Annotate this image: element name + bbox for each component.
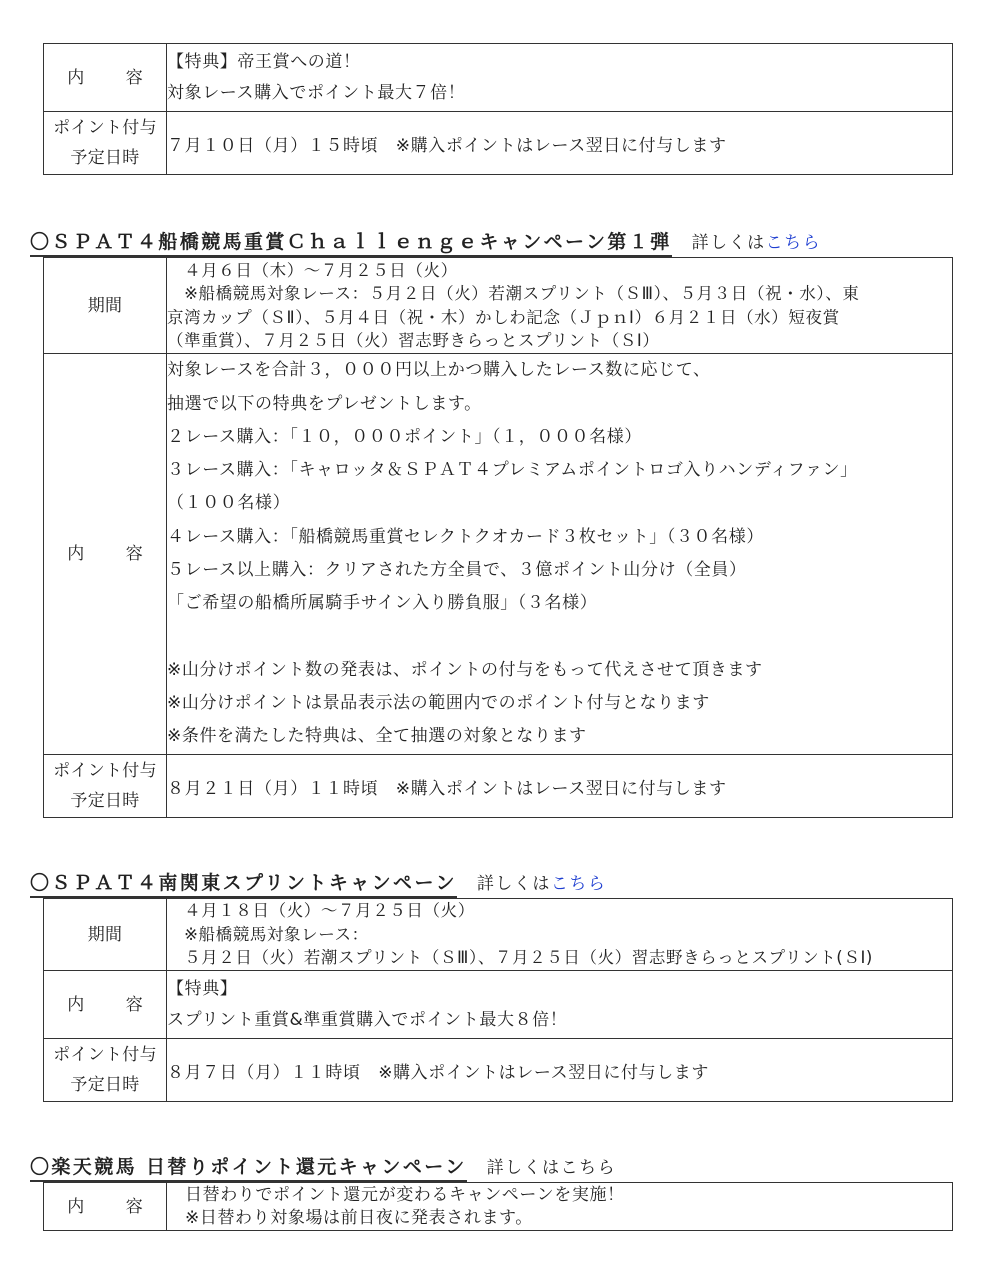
point-value: ８月２１日（月）１１時頃 ※購入ポイントはレース翌日に付与します <box>167 755 953 818</box>
content-line: ５レース以上購入：クリアされた方全員で、３億ポイント山分け（全員） <box>167 560 747 580</box>
funabashi-campaign-table <box>43 257 953 818</box>
content-line: 【特典】帝王賞への道！ <box>167 51 361 72</box>
section-heading-minamikanto <box>30 868 606 895</box>
content-line: 【特典】 <box>167 978 238 999</box>
content-label: 内 容 <box>44 44 167 112</box>
content-label: 内 容 <box>44 354 167 755</box>
content-line: ３レース購入：「キャロッタ＆ＳＰＡＴ４プレミアムポイントロゴ入りハンディファン」 <box>167 460 858 481</box>
content-line: 対象レース購入でポイント最大７倍！ <box>167 82 466 103</box>
period-line: ４月６日（木）～７月２５日（火） <box>167 260 458 280</box>
section-title: 〇ＳＰＡＴ４船橋競馬重賞Ｃｈａｌｌｅｎｇｅキャンペーン第１弾 <box>30 231 672 257</box>
content-line: ４レース購入：「船橋競馬重賞セレクトクオカード３枚セット」（３０名様） <box>167 526 764 547</box>
section-heading-rakuten <box>30 1152 616 1179</box>
content-line: ※日替わり対象場は前日夜に発表されます。 <box>185 1207 533 1228</box>
point-label: ポイント付与 予定日時 <box>44 112 167 175</box>
period-line: ※船橋競馬対象レース：５月２日（火）若潮スプリント（ＳⅢ）、５月３日（祝・水）、東 <box>167 284 860 303</box>
point-label: ポイント付与 予定日時 <box>44 755 167 818</box>
minamikanto-campaign-table <box>43 898 953 1102</box>
content-line: 日替わりでポイント還元が変わるキャンペーンを実施！ <box>185 1184 625 1205</box>
period-label: 期間 <box>44 899 167 971</box>
content-cell <box>167 971 953 1039</box>
details-link[interactable]: 詳しくはこちら <box>486 1158 617 1178</box>
period-cell <box>167 258 953 354</box>
period-line: 京湾カップ（ＳⅡ）、５月４日（祝・木）かしわ記念（ＪｐｎⅠ）６月２１日（水）短夜賞 <box>167 307 840 327</box>
content-cell <box>167 1183 953 1231</box>
content-cell <box>167 354 953 755</box>
details-text: 詳しくはこちら <box>476 874 607 894</box>
top-campaign-table <box>43 43 953 175</box>
period-line: （準重賞）、７月２５日（火）習志野きらっとスプリント（ＳⅠ） <box>167 331 660 350</box>
point-label: ポイント付与 予定日時 <box>44 1039 167 1102</box>
details-link[interactable]: こちら <box>550 874 607 894</box>
period-cell <box>167 899 953 971</box>
content-line: 対象レースを合計３，０００円以上かつ購入したレース数に応じて、 <box>167 360 711 381</box>
content-line-blank <box>167 621 952 654</box>
period-label: 期間 <box>44 258 167 354</box>
content-line: スプリント重賞&準重賞購入でポイント最大８倍！ <box>167 1009 568 1030</box>
section-title: 〇ＳＰＡＴ４南関東スプリントキャンペーン <box>30 872 457 898</box>
period-line: ５月２日（火）若潮スプリント（ＳⅢ）、７月２５日（火）習志野きらっとスプリント(ＳⅠ) <box>167 948 873 968</box>
content-line: ２レース購入：「１０，０００ポイント」（１，０００名様） <box>167 426 642 447</box>
section-heading-funabashi <box>30 227 821 254</box>
details-link[interactable]: こちら <box>765 233 822 253</box>
rakuten-campaign-table <box>43 1182 953 1231</box>
period-line: ４月１８日（火）～７月２５日（火） <box>167 901 475 921</box>
details-text: 詳しくはこちら <box>691 233 822 253</box>
content-line: ※山分けポイント数の発表は、ポイントの付与をもって代えさせて頂きます <box>167 659 763 680</box>
content-cell <box>167 44 953 112</box>
point-value: ８月７日（月）１１時頃 ※購入ポイントはレース翌日に付与します <box>167 1039 953 1102</box>
content-line: 「ご希望の船橋所属騎手サイン入り勝負服」（３名様） <box>167 593 598 614</box>
content-label: 内 容 <box>44 1183 167 1231</box>
content-label: 内 容 <box>44 971 167 1039</box>
content-line: ※条件を満たした特典は、全て抽選の対象となります <box>167 726 587 747</box>
point-value: ７月１０日（月）１５時頃 ※購入ポイントはレース翌日に付与します <box>167 112 953 175</box>
period-line: ※船橋競馬対象レース： <box>167 924 369 944</box>
content-line: 抽選で以下の特典をプレゼントします。 <box>167 393 482 414</box>
section-title: 〇楽天競馬 日替りポイント還元キャンペーン <box>30 1156 467 1182</box>
content-line: （１００名様） <box>167 493 291 514</box>
content-line: ※山分けポイントは景品表示法の範囲内でのポイント付与となります <box>167 693 710 714</box>
